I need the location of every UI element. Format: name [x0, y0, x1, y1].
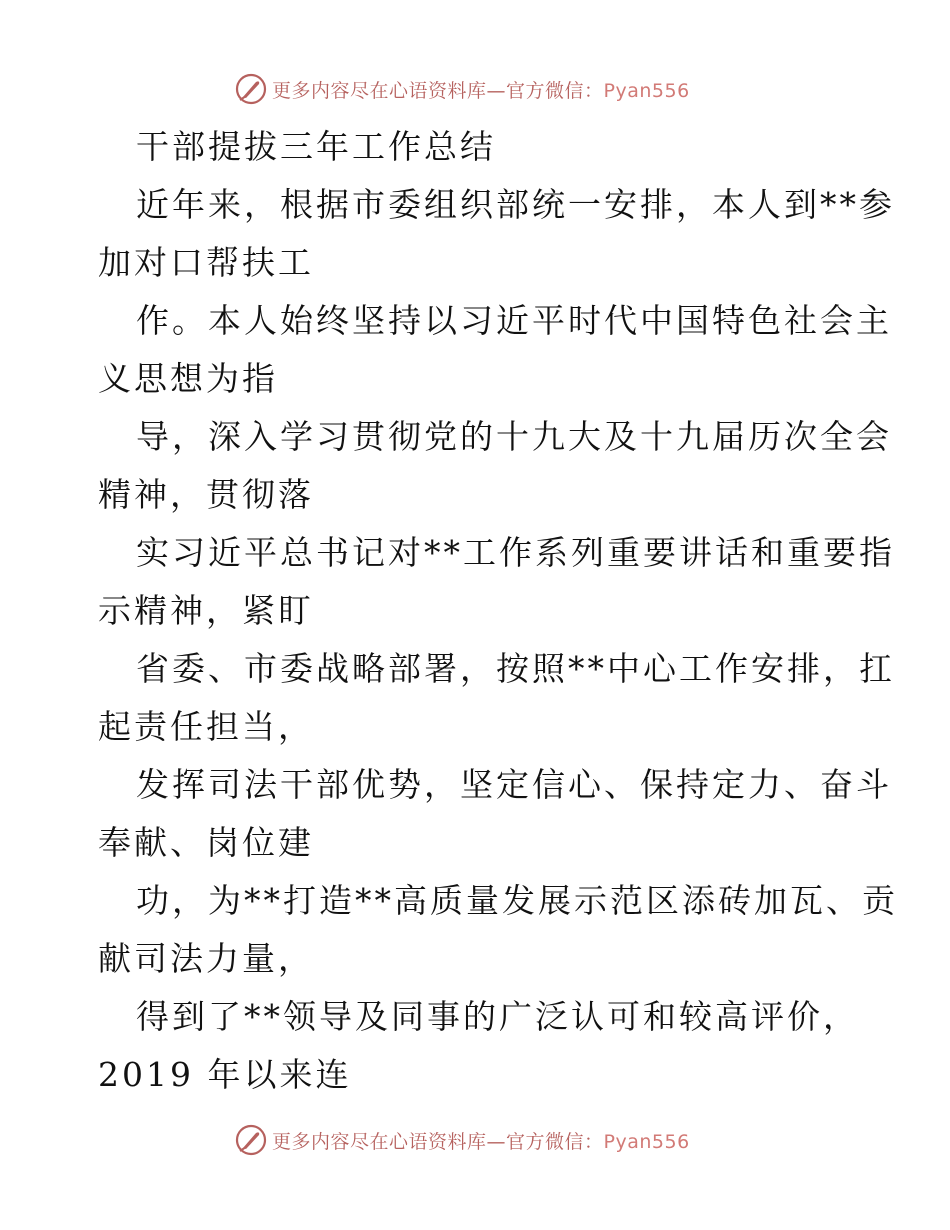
text-line: 献司法力量， — [98, 939, 314, 978]
text-line: 2019 年以来连 — [98, 1055, 352, 1094]
text-line: 干部提拔三年工作总结 — [136, 127, 496, 166]
quill-logo-icon — [234, 72, 268, 106]
text-line: 起责任担当， — [98, 707, 314, 746]
watermark-label: 更多内容尽在心语资料库—官方微信： — [272, 79, 604, 102]
text-line: 义思想为指 — [98, 359, 278, 398]
watermark-text — [272, 1127, 690, 1154]
text-line: 奉献、岗位建 — [98, 823, 314, 862]
document-body — [98, 118, 898, 1104]
text-line: 实习近平总书记对**工作系列重要讲话和重要指 — [136, 533, 895, 572]
watermark-header — [234, 71, 690, 107]
watermark-wechat-id: Pyan556 — [603, 1130, 690, 1153]
text-line: 导，深入学习贯彻党的十九大及十九届历次全会 — [136, 417, 892, 456]
text-line: 功，为**打造**高质量发展示范区添砖加瓦、贡 — [136, 881, 898, 920]
text-line: 近年来，根据市委组织部统一安排，本人到**参 — [136, 185, 895, 224]
text-line: 作。本人始终坚持以习近平时代中国特色社会主 — [136, 301, 892, 340]
text-line: 省委、市委战略部署，按照**中心工作安排，扛 — [136, 649, 895, 688]
text-line: 加对口帮扶工 — [98, 243, 314, 282]
text-line: 得到了**领导及同事的广泛认可和较高评价， — [136, 997, 859, 1036]
watermark-footer — [234, 1122, 690, 1158]
watermark-label: 更多内容尽在心语资料库—官方微信： — [272, 1130, 604, 1153]
text-line: 示精神，紧盯 — [98, 591, 314, 630]
watermark-wechat-id: Pyan556 — [603, 79, 690, 102]
watermark-text — [272, 76, 690, 103]
text-line: 精神，贯彻落 — [98, 475, 314, 514]
text-line: 发挥司法干部优势，坚定信心、保持定力、奋斗 — [136, 765, 892, 804]
quill-logo-icon — [234, 1123, 268, 1157]
